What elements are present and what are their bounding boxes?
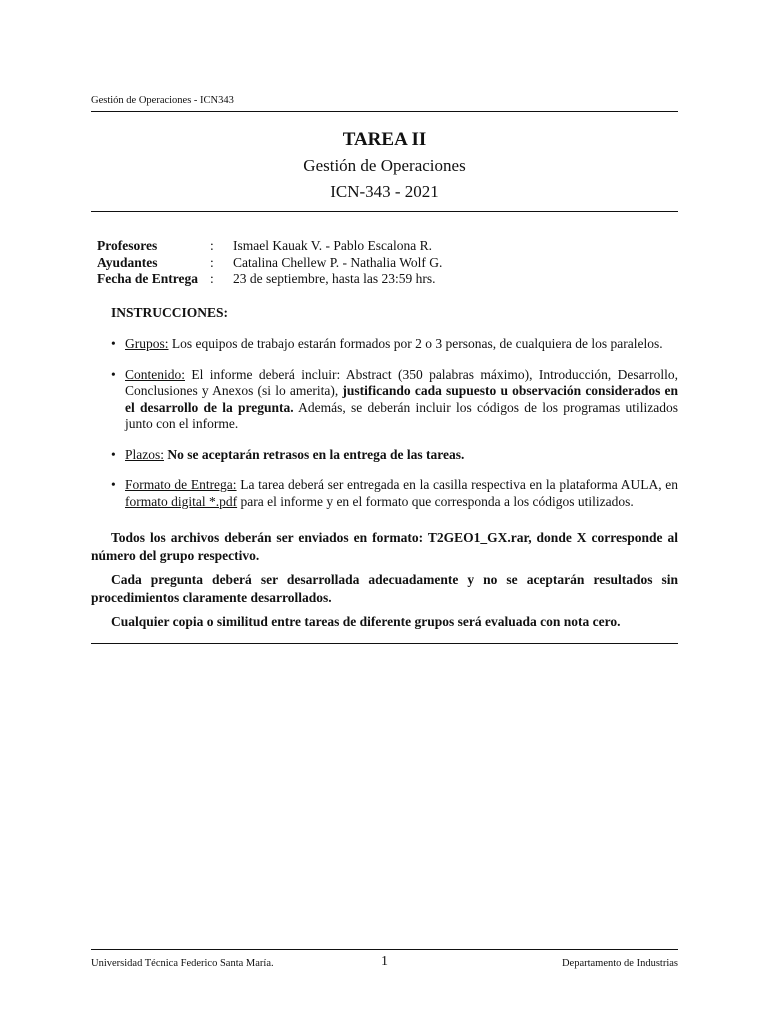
info-table <box>97 238 442 288</box>
running-header: Gestión de Operaciones - ICN343 <box>91 95 234 106</box>
note-paragraph: Todos los archivos deberán ser enviados en formato: T2GEO1_GX.rar, donde X corresponde al número del grupo respectivo. <box>91 530 678 563</box>
item-bold-text: justificando cada supuesto u observación considerados en el desarrollo de la pregunta. <box>125 383 679 415</box>
item-underlined-text: formato digital *.pdf <box>125 493 238 509</box>
info-separator: : <box>210 271 214 286</box>
document-title: TAREA II <box>342 129 427 150</box>
footer-department: Departamento de Industrias <box>561 958 678 969</box>
document-subtitle: Gestión de Operaciones <box>303 156 466 175</box>
item-text: El informe deberá incluir: Abstract (350 palabras máximo), Introducción, Desarrollo, Conclusiones y Anexos (si lo amerita), <box>125 366 678 398</box>
item-text: Además, se deberán incluir los códigos de los programas utilizados junto con el informe. <box>125 399 679 431</box>
info-label: Profesores <box>97 238 158 253</box>
bullet-icon: • <box>111 336 116 351</box>
list-item-contenido <box>111 367 678 433</box>
info-value: Catalina Chellew P. - Nathalia Wolf G. <box>233 254 443 270</box>
title-block <box>91 127 678 205</box>
course-code: ICN-343 - 2021 <box>330 182 439 201</box>
item-text: La tarea deberá ser entregada en la casilla respectiva en la plataforma AULA, en <box>236 477 678 492</box>
item-bold-text: No se aceptarán retrasos en la entrega de las tareas. <box>164 446 465 462</box>
list-item-plazos <box>111 447 678 464</box>
info-label: Ayudantes <box>97 254 158 270</box>
note-paragraph: Cada pregunta deberá ser desarrollada adecuadamente y no se aceptarán resultados sin procedimientos claramente desarrollados. <box>91 572 678 605</box>
item-label: Formato de Entrega: <box>125 477 237 492</box>
bullet-icon: • <box>111 366 116 382</box>
bullet-icon: • <box>111 446 116 462</box>
page-number: 1 <box>381 954 388 969</box>
section-rule <box>91 643 678 644</box>
info-label: Fecha de Entrega <box>97 271 198 286</box>
item-text: Los equipos de trabajo estarán formados por 2 o 3 personas, de cualquiera de los paralelos. <box>168 336 663 351</box>
info-separator: : <box>210 254 214 270</box>
info-value: Ismael Kauak V. - Pablo Escalona R. <box>233 238 432 253</box>
item-label: Plazos: <box>125 446 164 462</box>
info-value: 23 de septiembre, hasta las 23:59 hrs. <box>233 271 436 286</box>
header-rule <box>91 111 678 112</box>
notes-section <box>91 529 678 638</box>
instructions-heading: INSTRUCCIONES: <box>111 305 229 320</box>
info-row <box>97 255 442 272</box>
bullet-icon: • <box>111 477 116 492</box>
instructions-list <box>111 336 678 524</box>
item-text: para el informe y en el formato que corresponda a los códigos utilizados. <box>237 493 634 509</box>
footer-rule <box>91 949 678 950</box>
info-row <box>97 271 442 288</box>
footer-university: Universidad Técnica Federico Santa María. <box>91 958 274 969</box>
note-paragraph: Cualquier copia o similitud entre tareas de diferente grupos será evaluada con nota cero. <box>111 614 621 629</box>
item-label: Grupos: <box>125 336 169 351</box>
info-row <box>97 238 442 255</box>
list-item-formato <box>111 477 678 510</box>
item-label: Contenido: <box>125 366 185 382</box>
title-rule <box>91 211 678 212</box>
info-separator: : <box>210 238 214 253</box>
list-item-grupos <box>111 336 678 353</box>
